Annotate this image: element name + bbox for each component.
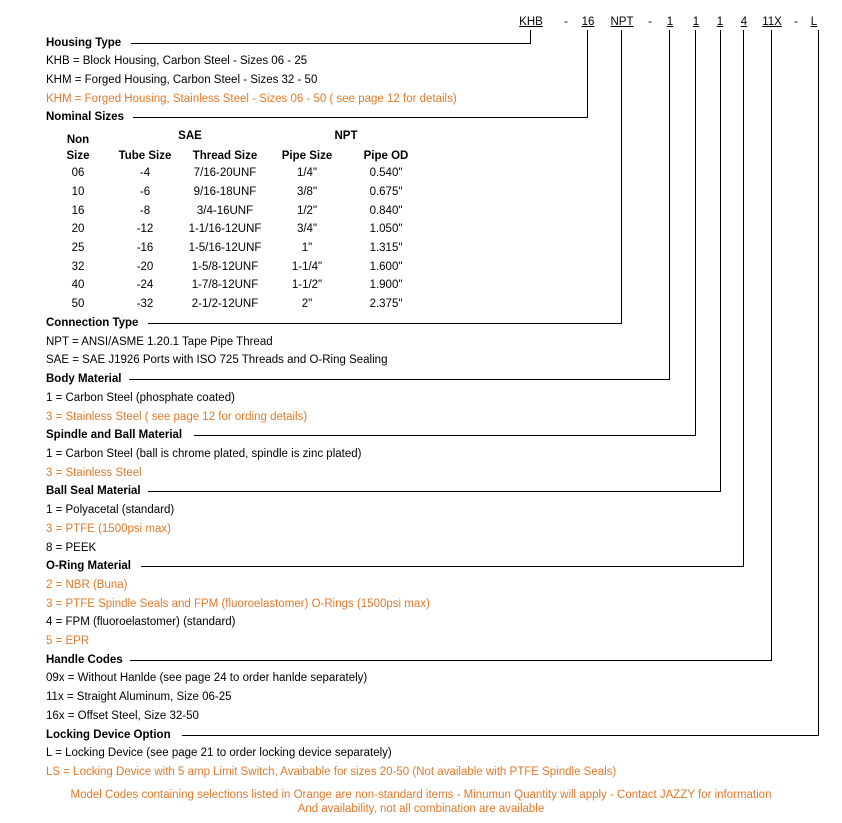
connector-housing-h: [131, 43, 531, 44]
handle-option: 09x = Without Hanlde (see page 24 to order hanlde separately): [46, 672, 368, 684]
cell-tube: -20: [136, 261, 154, 273]
cell-pipe: 1/4": [296, 167, 318, 179]
section-title-body: Body Material: [46, 373, 122, 385]
connector-handle-v: [771, 30, 772, 661]
cell-size: 32: [71, 261, 85, 273]
col-header-pipe: Pipe Size: [281, 150, 333, 162]
oring-option: 4 = FPM (fluoroelastomer) (standard): [46, 616, 236, 628]
cell-tube: -16: [136, 242, 154, 254]
housing-option: KHB = Block Housing, Carbon Steel - Sizes 06 - 25: [46, 55, 308, 67]
connector-oring-h: [141, 566, 744, 567]
locking-option: L = Locking Device (see page 21 to order locking device separately): [46, 747, 392, 759]
code-ball-seal: 1: [716, 16, 724, 28]
cell-od: 1.600": [369, 261, 403, 273]
connector-ball-seal-v: [720, 30, 721, 492]
cell-size: 10: [71, 186, 85, 198]
col-header-od: Pipe OD: [363, 150, 409, 162]
connector-locking-h: [182, 735, 819, 736]
housing-option: KHM = Forged Housing, Stainless Steel - Sizes 06 - 50 ( see page 12 for details): [46, 93, 457, 105]
connector-ball-seal-h: [148, 491, 721, 492]
cell-thread: 1-5/8-12UNF: [191, 261, 259, 273]
cell-pipe: 1-1/4": [291, 261, 323, 273]
cell-pipe: 1-1/2": [291, 279, 323, 291]
connector-oring-v: [743, 30, 744, 567]
connector-size-v: [587, 30, 588, 118]
code-oring: 4: [740, 16, 748, 28]
connector-connection-v: [621, 30, 622, 324]
connection-option: SAE = SAE J1926 Ports with ISO 725 Threads and O-Ring Sealing: [46, 354, 388, 366]
connection-option: NPT = ANSI/ASME 1.20.1 Tape Pipe Thread: [46, 336, 273, 348]
spindle-option: 1 = Carbon Steel (ball is chrome plated, spindle is zinc plated): [46, 448, 362, 460]
handle-option: 11x = Straight Aluminum, Size 06-25: [46, 691, 232, 703]
group-header-npt: NPT: [334, 130, 358, 142]
cell-thread: 9/16-18UNF: [193, 186, 257, 198]
code-handle: 11X: [762, 16, 782, 28]
section-title-connection: Connection Type: [46, 317, 139, 329]
section-title-spindle: Spindle and Ball Material: [46, 429, 183, 441]
footer-note-line2: And availability, not all combination are available: [297, 803, 545, 815]
code-size: 16: [581, 16, 595, 28]
cell-size: 25: [71, 242, 85, 254]
spindle-option: 3 = Stainless Steel: [46, 467, 142, 479]
locking-option: LS = Locking Device with 5 amp Limit Switch, Avaibable for sizes 20-50 (Not available with PTFE Spindle Seals): [46, 766, 617, 778]
cell-pipe: 3/8": [296, 186, 318, 198]
cell-pipe: 1/2": [296, 205, 318, 217]
code-locking: L: [810, 16, 818, 28]
cell-pipe: 1": [301, 242, 313, 254]
cell-size: 06: [71, 167, 85, 179]
ball-seal-option: 1 = Polyacetal (standard): [46, 504, 175, 516]
cell-size: 20: [71, 223, 85, 235]
cell-tube: -12: [136, 223, 154, 235]
col-header-tube: Tube Size: [118, 150, 172, 162]
cell-size: 50: [71, 298, 85, 310]
col-header-non: Non: [66, 134, 90, 146]
code-separator: -: [794, 16, 798, 28]
cell-size: 40: [71, 279, 85, 291]
cell-thread: 1-1/16-12UNF: [188, 223, 262, 235]
col-header-size: Size: [66, 150, 90, 162]
cell-thread: 2-1/2-12UNF: [191, 298, 259, 310]
cell-od: 1.050": [369, 223, 403, 235]
code-separator: -: [648, 16, 652, 28]
cell-thread: 1-5/16-12UNF: [188, 242, 262, 254]
footer-note-line1: Model Codes containing selections listed in Orange are non-standard items - Minumun Quantity will apply - Contact JAZZY for information: [70, 789, 772, 801]
cell-thread: 7/16-20UNF: [193, 167, 257, 179]
code-housing: KHB: [519, 16, 543, 28]
connector-size-h: [133, 117, 588, 118]
code-body: 1: [666, 16, 674, 28]
cell-pipe: 2": [301, 298, 313, 310]
connector-body-h: [129, 379, 670, 380]
cell-thread: 1-7/8-12UNF: [191, 279, 259, 291]
connector-locking-v: [818, 30, 819, 736]
section-title-locking: Locking Device Option: [46, 729, 171, 741]
connector-connection-h: [148, 323, 622, 324]
cell-od: 0.840": [369, 205, 403, 217]
oring-option: 3 = PTFE Spindle Seals and FPM (fluoroelastomer) O-Rings (1500psi max): [46, 598, 430, 610]
cell-tube: -24: [136, 279, 154, 291]
group-header-sae: SAE: [178, 130, 202, 142]
cell-od: 1.315": [369, 242, 403, 254]
connector-handle-h: [130, 660, 772, 661]
code-separator: -: [564, 16, 568, 28]
cell-od: 0.675": [369, 186, 403, 198]
cell-od: 1.900": [369, 279, 403, 291]
section-title-housing: Housing Type: [46, 37, 122, 49]
section-title-handle: Handle Codes: [46, 654, 123, 666]
code-spindle: 1: [692, 16, 700, 28]
oring-option: 2 = NBR (Buna): [46, 579, 128, 591]
connector-body-v: [669, 30, 670, 380]
cell-pipe: 3/4": [296, 223, 318, 235]
cell-tube: -8: [139, 205, 151, 217]
cell-tube: -6: [139, 186, 151, 198]
cell-size: 16: [71, 205, 85, 217]
connector-spindle-h: [194, 435, 696, 436]
section-title-sizes: Nominal Sizes: [46, 111, 124, 123]
connector-spindle-v: [695, 30, 696, 436]
col-header-thread: Thread Size: [192, 150, 258, 162]
connector-housing-v: [530, 30, 531, 44]
body-option: 1 = Carbon Steel (phosphate coated): [46, 392, 235, 404]
oring-option: 5 = EPR: [46, 635, 90, 647]
ball-seal-option: 3 = PTFE (1500psi max): [46, 523, 171, 535]
cell-thread: 3/4-16UNF: [196, 205, 254, 217]
housing-option: KHM = Forged Housing, Carbon Steel - Sizes 32 - 50: [46, 74, 318, 86]
body-option: 3 = Stainless Steel ( see page 12 for ording details): [46, 411, 308, 423]
cell-tube: -32: [136, 298, 154, 310]
handle-option: 16x = Offset Steel, Size 32-50: [46, 710, 199, 722]
cell-od: 0.540": [369, 167, 403, 179]
section-title-oring: O-Ring Material: [46, 560, 131, 572]
section-title-ball-seal: Ball Seal Material: [46, 485, 141, 497]
code-connection: NPT: [610, 16, 634, 28]
ball-seal-option: 8 = PEEK: [46, 542, 97, 554]
cell-od: 2.375": [369, 298, 403, 310]
cell-tube: -4: [139, 167, 151, 179]
